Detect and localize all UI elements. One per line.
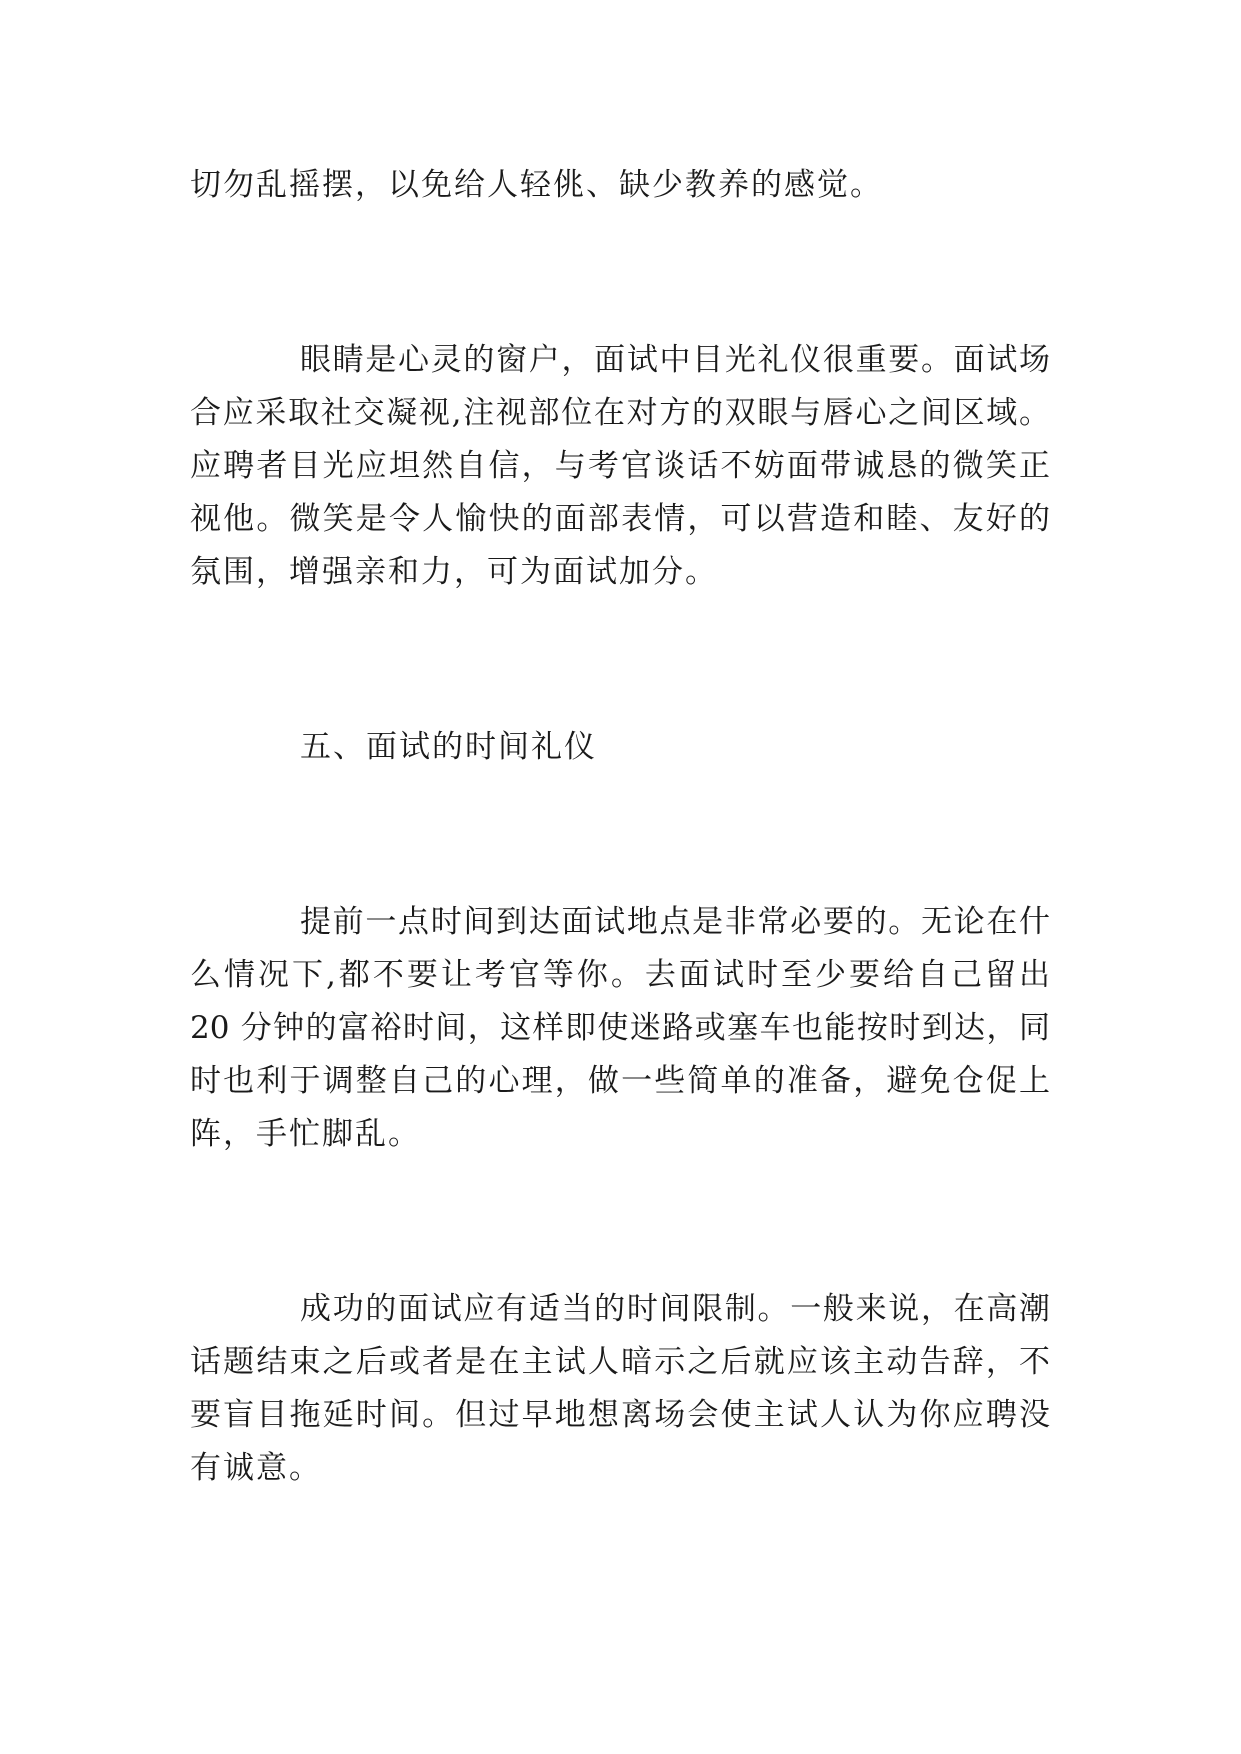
section-heading: 五、面试的时间礼仪: [300, 729, 597, 765]
paragraph-line: 么情况下,都不要让考官等你。去面试时至少要给自己留出: [190, 957, 1050, 993]
paragraph-line: 要盲目拖延时间。但过早地想离场会使主试人认为你应聘没: [190, 1397, 1050, 1433]
paragraph-line: 20 分钟的富裕时间，这样即使迷路或塞车也能按时到达，同: [190, 1010, 1050, 1046]
paragraph-line: 应聘者目光应坦然自信，与考官谈话不妨面带诚恳的微笑正: [190, 448, 1050, 484]
paragraph-line: 阵，手忙脚乱。: [190, 1116, 421, 1152]
paragraph-line: 合应采取社交凝视,注视部位在对方的双眼与唇心之间区域。: [190, 395, 1050, 431]
paragraph-line: 成功的面试应有适当的时间限制。一般来说，在高潮: [300, 1291, 1050, 1327]
paragraph-line: 话题结束之后或者是在主试人暗示之后就应该主动告辞，不: [190, 1344, 1050, 1380]
paragraph-line: 时也利于调整自己的心理，做一些简单的准备，避免仓促上: [190, 1063, 1050, 1099]
paragraph-line: 氛围，增强亲和力，可为面试加分。: [190, 554, 718, 590]
paragraph-line: 视他。微笑是令人愉快的面部表情，可以营造和睦、友好的: [190, 501, 1050, 537]
paragraph-line: 有诚意。: [190, 1450, 322, 1486]
paragraph-line: 提前一点时间到达面试地点是非常必要的。无论在什: [300, 904, 1050, 940]
paragraph-line: 眼睛是心灵的窗户，面试中目光礼仪很重要。面试场: [300, 342, 1050, 378]
paragraph-line: 切勿乱摇摆，以免给人轻佻、缺少教养的感觉。: [190, 167, 883, 203]
